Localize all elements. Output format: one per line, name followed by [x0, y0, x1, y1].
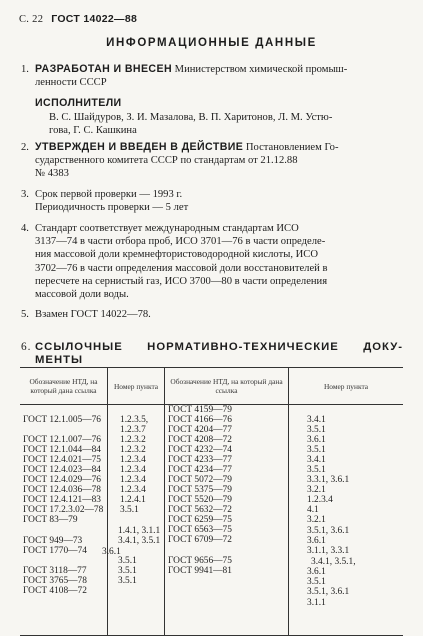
table-cell-item: 1.2.3.7	[120, 425, 146, 435]
table-cell-item: 1.2.3.4	[307, 495, 333, 505]
section-number: 6.	[21, 341, 32, 353]
table-cell-ntd: ГОСТ 4108—72	[23, 586, 87, 596]
table-cell-item: 3.4.1, 3.5.1,	[311, 557, 356, 567]
section-1	[21, 63, 403, 137]
table-cell-ntd: ГОСТ 5520—79	[168, 495, 232, 505]
executors-line-2: гова, Г. С. Кашкина	[49, 124, 137, 136]
column-left-items	[102, 405, 165, 635]
table-cell-item: 1.4.1, 3.1.1	[118, 526, 161, 536]
page-title: ИНФОРМАЦИОННЫЕ ДАННЫЕ	[106, 37, 317, 49]
section-heading-word-3: ДОКУ-	[363, 341, 403, 353]
table-cell-ntd: ГОСТ 4233—77	[168, 455, 232, 465]
table-cell-item: 3.5.1, 3.6.1	[307, 587, 350, 597]
table-cell-item: 3.4.1	[307, 455, 326, 465]
section-6	[21, 341, 403, 366]
table-cell-item: 3.4.1	[307, 415, 326, 425]
table-cell-ntd: ГОСТ 12.4.023—84	[23, 465, 101, 475]
table-cell-item: 1.2.4.1	[120, 495, 146, 505]
section-text: Стандарт соответствует международным стандартам ИСО	[35, 223, 299, 234]
table-cell-ntd: ГОСТ 4232—74	[168, 445, 232, 455]
section-text-line-2: Периодичность проверки — 5 лет	[35, 202, 189, 214]
table-cell-item: 3.1.1	[307, 598, 326, 608]
section-number: 1.	[21, 64, 29, 75]
section-text-line-3: ния массовой доли кремнефтористоводородной кислоты, ИСО	[35, 249, 318, 261]
section-4	[21, 222, 403, 301]
table-cell-item: 1.2.3.4	[120, 465, 146, 475]
table-cell-item: 3.1.1, 3.3.1	[307, 546, 350, 556]
section-text: Взамен ГОСТ 14022—78.	[35, 309, 151, 320]
table-cell-ntd: ГОСТ 5072—79	[168, 475, 232, 485]
references-table	[20, 367, 403, 636]
section-text-line-3: № 4383	[35, 168, 69, 180]
table-cell-item: 1.2.3.2	[120, 445, 146, 455]
column-right-gost	[165, 405, 289, 635]
table-cell-ntd: ГОСТ 17.2.3.02—78	[23, 505, 104, 515]
table-header	[20, 368, 403, 405]
table-cell-ntd: ГОСТ 6259—75	[168, 515, 232, 525]
section-number: 2.	[21, 142, 29, 153]
table-cell-ntd: ГОСТ 12.4.121—83	[23, 495, 101, 505]
table-cell-ntd: ГОСТ 12.1.044—84	[23, 445, 101, 455]
table-cell-ntd: ГОСТ 5375—79	[168, 485, 232, 495]
table-cell-ntd: ГОСТ 1770—74	[23, 546, 87, 556]
table-cell-ntd: ГОСТ 4159—79	[168, 405, 232, 415]
table-cell-item: 3.5.1	[307, 465, 326, 475]
section-text-line-2: 3137—74 в части отбора проб, ИСО 3701—76 в части определе-	[35, 236, 326, 248]
table-cell-ntd: ГОСТ 4208—72	[168, 435, 232, 445]
table-cell-item: 1.2.3.5,	[120, 415, 149, 425]
section-number: 5.	[21, 309, 29, 320]
table-cell-item: 4.1	[307, 505, 319, 515]
header-item-right: Номер пункта	[323, 381, 369, 391]
table-cell-ntd: ГОСТ 4166—76	[168, 415, 232, 425]
section-text: Срок первой проверки — 1993 г.	[35, 189, 183, 200]
table-cell-ntd: ГОСТ 6563—75	[168, 525, 232, 535]
table-cell-item: 3.5.1, 3.6.1	[307, 526, 350, 536]
table-cell-ntd: ГОСТ 12.1.007—76	[23, 435, 101, 445]
section-heading-word-4: МЕНТЫ	[35, 354, 84, 366]
table-cell-item: 3.5.1	[307, 425, 326, 435]
section-text-cont: ленности СССР	[35, 77, 107, 89]
section-text-line-2: сударственного комитета СССР по стандартам от 21.12.88	[35, 155, 298, 167]
section-text: Министерством химической промыш-	[172, 64, 348, 75]
table-cell-ntd: ГОСТ 12.4.029—76	[23, 475, 101, 485]
table-cell-item: 3.5.1	[118, 566, 137, 576]
table-cell-ntd: ГОСТ 12.1.005—76	[23, 415, 101, 425]
executors-heading: ИСПОЛНИТЕЛИ	[35, 97, 122, 110]
table-cell-ntd: ГОСТ 3765—78	[23, 576, 87, 586]
table-cell-ntd: ГОСТ 5632—72	[168, 505, 232, 515]
table-cell-ntd: ГОСТ 9656—75	[168, 556, 232, 566]
table-cell-item: 3.2.1	[307, 485, 326, 495]
table-cell-item: 3.3.1, 3.6.1	[307, 475, 350, 485]
table-cell-item: 3.2.1	[307, 515, 326, 525]
document-code: ГОСТ 14022—88	[51, 13, 138, 25]
table-cell-item: 1.2.3.4	[120, 455, 146, 465]
executors-line-1: В. С. Шайдуров, З. И. Мазалова, В. П. Харитонов, Л. М. Устю-	[49, 111, 333, 123]
section-text: Постановлением Го-	[243, 142, 339, 153]
table-cell-ntd: ГОСТ 3118—77	[23, 566, 87, 576]
section-heading-word-1: ССЫЛОЧНЫЕ	[35, 341, 123, 353]
table-cell-item: 3.6.1	[307, 567, 326, 577]
page-number: С. 22	[19, 14, 44, 25]
section-text-line-4: 3702—76 в части определения массовой доли восстановителей в	[35, 262, 328, 274]
section-text-line-6: массовой доли воды.	[35, 289, 129, 301]
table-cell-item: 3.6.1	[102, 547, 121, 557]
header-ntd-right: Обозначение НТД, на который дана ссылка	[165, 368, 289, 404]
table-cell-item: 1.2.3.4	[120, 475, 146, 485]
table-cell-item: 3.5.1	[307, 445, 326, 455]
table-cell-ntd: ГОСТ 12.4.036—78	[23, 485, 101, 495]
table-cell-ntd: ГОСТ 6709—72	[168, 535, 232, 545]
section-number: 3.	[21, 189, 29, 200]
table-cell-item: 3.5.1	[118, 576, 137, 586]
table-cell-ntd: ГОСТ 4234—77	[168, 465, 232, 475]
section-heading-word-2: НОРМАТИВНО-ТЕХНИЧЕСКИЕ	[147, 341, 339, 353]
table-cell-ntd: ГОСТ 4204—77	[168, 425, 232, 435]
section-caps: РАЗРАБОТАН И ВНЕСЕН	[35, 63, 172, 75]
table-cell-item: 1.2.3.4	[120, 485, 146, 495]
page-header	[19, 13, 137, 25]
table-cell-ntd: ГОСТ 83—79	[23, 515, 78, 525]
section-number: 4.	[21, 223, 29, 234]
table-cell-ntd: ГОСТ 12.4.021—75	[23, 455, 101, 465]
section-3	[21, 188, 403, 214]
table-cell-ntd: ГОСТ 9941—81	[168, 566, 232, 576]
section-text-line-5: пересчете на сернистый газ, ИСО 3700—80 в части определения	[35, 275, 328, 287]
table-cell-item: 3.5.1	[118, 556, 137, 566]
table-cell-item: 3.4.1, 3.5.1	[118, 536, 161, 546]
table-cell-item: 3.6.1	[307, 536, 326, 546]
table-cell-item: 1.2.3.2	[120, 435, 146, 445]
table-cell-ntd: ГОСТ 949—73	[23, 536, 83, 546]
column-left-gost	[20, 405, 108, 635]
table-cell-item: 3.5.1	[120, 505, 139, 515]
header-ntd-left: Обозначение НТД, на который дана ссылка	[20, 368, 108, 404]
section-2	[21, 141, 403, 181]
header-item-left: Номер пункта	[108, 368, 165, 404]
section-5	[21, 308, 403, 321]
section-caps: УТВЕРЖДЕН И ВВЕДЕН В ДЕЙСТВИЕ	[35, 141, 244, 153]
table-cell-item: 3.6.1	[307, 435, 326, 445]
table-body	[20, 405, 403, 635]
table-cell-item: 3.5.1	[307, 577, 326, 587]
column-right-items	[289, 405, 403, 635]
